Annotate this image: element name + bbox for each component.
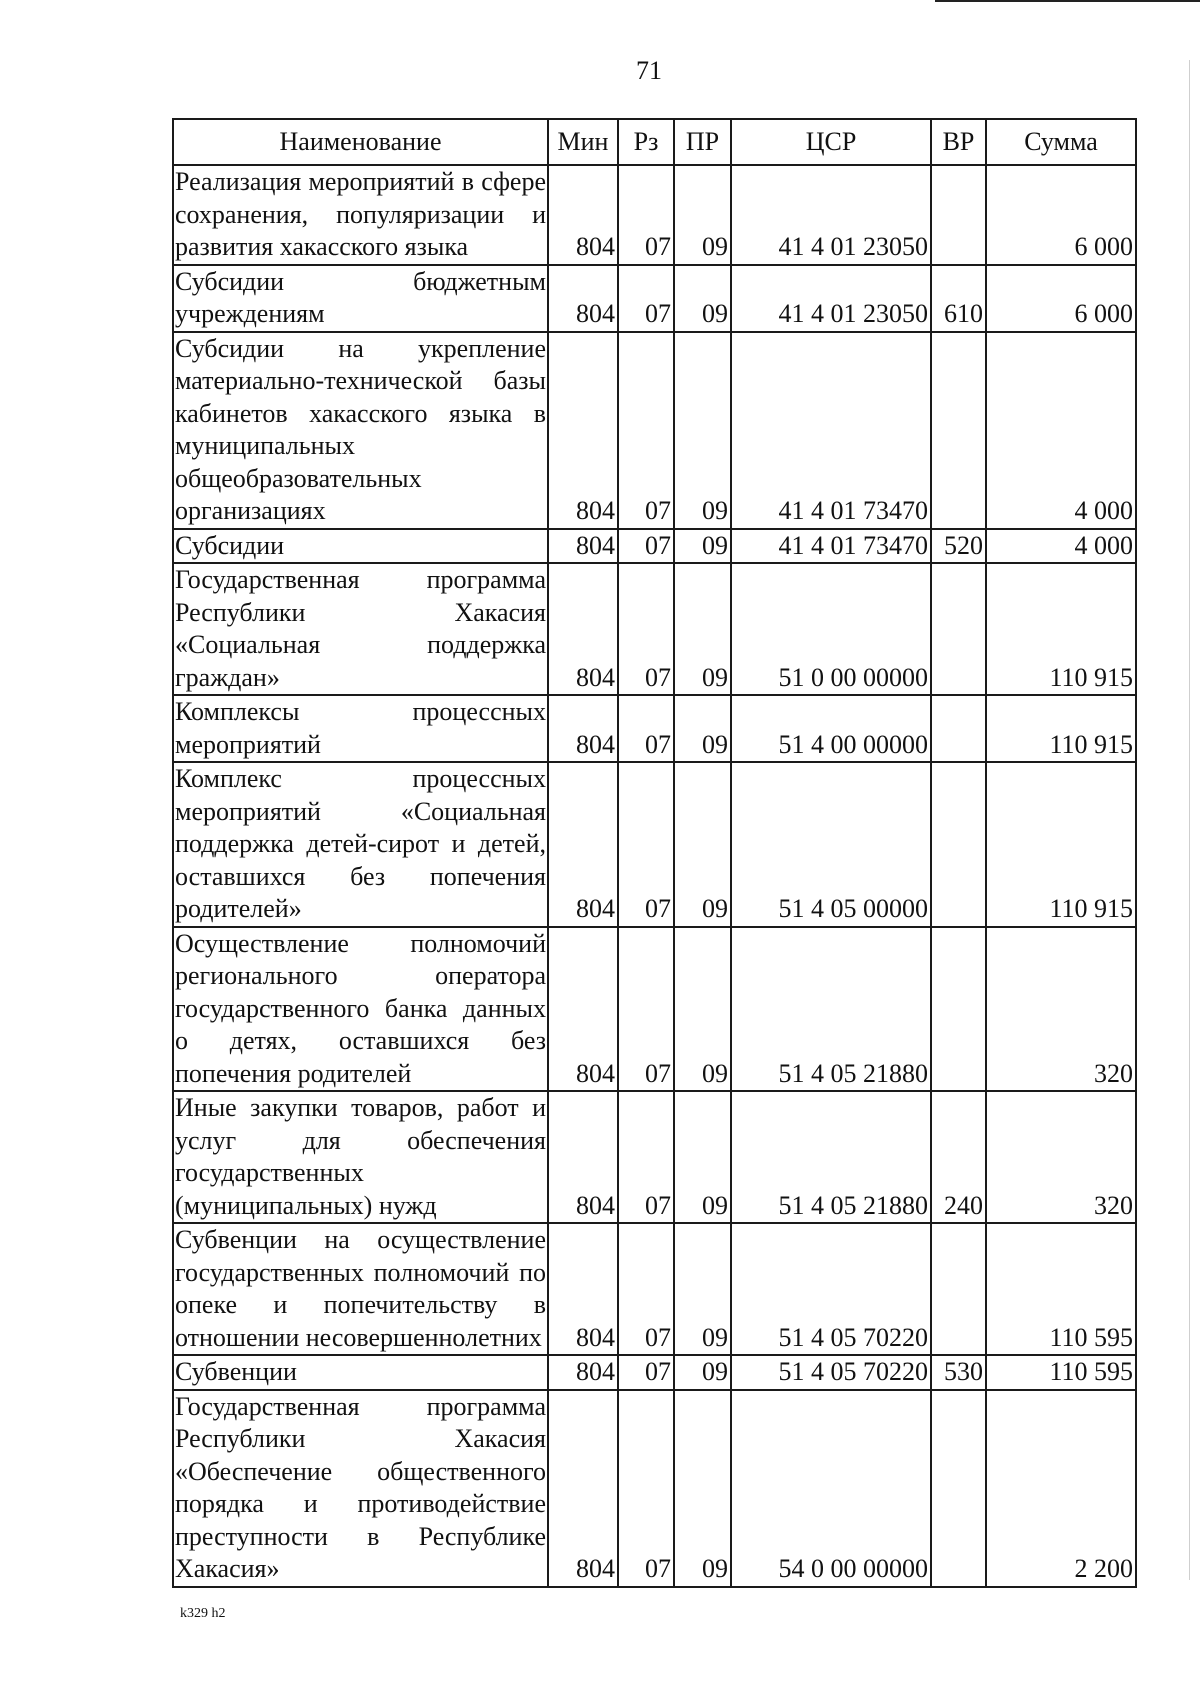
column-header-rz: Рз	[618, 119, 674, 165]
cell-name: Комплексы процессных мероприятий	[173, 695, 548, 762]
table-row	[173, 1223, 1136, 1355]
cell-vr: 520	[931, 529, 986, 564]
cell-sum: 110 915	[986, 563, 1136, 695]
cell-min: 804	[548, 265, 618, 332]
cell-vr	[931, 1223, 986, 1355]
table-row	[173, 265, 1136, 332]
cell-name: Реализация мероприятий в сфере сохранения, популяризации и развития хакасского языка	[173, 165, 548, 265]
cell-csr: 51 0 00 00000	[731, 563, 931, 695]
cell-rz: 07	[618, 1223, 674, 1355]
cell-sum: 2 200	[986, 1390, 1136, 1587]
cell-name: Субсидии на укрепление материально-технической базы кабинетов хакасского языка в муниципальных общеобразовательных организациях	[173, 332, 548, 529]
footer-code: k329 h2	[180, 1606, 226, 1621]
cell-pr: 09	[674, 332, 731, 529]
cell-pr: 09	[674, 1390, 731, 1587]
cell-min: 804	[548, 762, 618, 927]
cell-min: 804	[548, 1091, 618, 1223]
cell-vr: 240	[931, 1091, 986, 1223]
cell-csr: 51 4 00 00000	[731, 695, 931, 762]
cell-rz: 07	[618, 563, 674, 695]
cell-sum: 4 000	[986, 529, 1136, 564]
cell-sum: 110 915	[986, 695, 1136, 762]
table-row	[173, 695, 1136, 762]
cell-sum: 6 000	[986, 165, 1136, 265]
cell-vr	[931, 563, 986, 695]
cell-csr: 41 4 01 73470	[731, 332, 931, 529]
cell-min: 804	[548, 1390, 618, 1587]
cell-csr: 51 4 05 00000	[731, 762, 931, 927]
cell-vr: 530	[931, 1355, 986, 1390]
table-row	[173, 1390, 1136, 1587]
cell-min: 804	[548, 529, 618, 564]
cell-pr: 09	[674, 265, 731, 332]
cell-vr: 610	[931, 265, 986, 332]
cell-pr: 09	[674, 165, 731, 265]
table-row	[173, 1091, 1136, 1223]
cell-sum: 6 000	[986, 265, 1136, 332]
column-header-pr: ПР	[674, 119, 731, 165]
cell-min: 804	[548, 1355, 618, 1390]
cell-csr: 51 4 05 70220	[731, 1223, 931, 1355]
table-body	[173, 165, 1136, 1587]
cell-vr	[931, 695, 986, 762]
cell-sum: 320	[986, 927, 1136, 1092]
budget-table	[172, 118, 1137, 1588]
cell-vr	[931, 927, 986, 1092]
column-header-vr: ВР	[931, 119, 986, 165]
cell-pr: 09	[674, 927, 731, 1092]
cell-rz: 07	[618, 762, 674, 927]
cell-min: 804	[548, 1223, 618, 1355]
cell-pr: 09	[674, 563, 731, 695]
cell-name: Иные закупки товаров, работ и услуг для обеспечения государственных (муниципальных) нужд	[173, 1091, 548, 1223]
cell-rz: 07	[618, 165, 674, 265]
cell-pr: 09	[674, 1355, 731, 1390]
column-header-min: Мин	[548, 119, 618, 165]
cell-csr: 41 4 01 73470	[731, 529, 931, 564]
cell-rz: 07	[618, 265, 674, 332]
right-edge-rule	[1189, 60, 1190, 1580]
cell-sum: 320	[986, 1091, 1136, 1223]
table-row	[173, 563, 1136, 695]
cell-pr: 09	[674, 695, 731, 762]
cell-min: 804	[548, 695, 618, 762]
cell-min: 804	[548, 332, 618, 529]
cell-pr: 09	[674, 1223, 731, 1355]
cell-rz: 07	[618, 1091, 674, 1223]
cell-vr	[931, 1390, 986, 1587]
cell-csr: 51 4 05 21880	[731, 1091, 931, 1223]
cell-name: Осуществление полномочий регионального оператора государственного банка данных о детях, оставшихся без попечения родителей	[173, 927, 548, 1092]
cell-csr: 51 4 05 70220	[731, 1355, 931, 1390]
cell-name: Комплекс процессных мероприятий «Социальная поддержка детей-сирот и детей, оставшихся без попечения родителей»	[173, 762, 548, 927]
table-header-row	[173, 119, 1136, 165]
cell-csr: 41 4 01 23050	[731, 265, 931, 332]
table-row	[173, 762, 1136, 927]
cell-min: 804	[548, 927, 618, 1092]
top-edge-rule	[935, 0, 1200, 2]
column-header-sum: Сумма	[986, 119, 1136, 165]
column-header-name: Наименование	[173, 119, 548, 165]
cell-pr: 09	[674, 1091, 731, 1223]
table-row	[173, 927, 1136, 1092]
cell-rz: 07	[618, 1355, 674, 1390]
table-row	[173, 1355, 1136, 1390]
cell-name: Субсидии бюджетным учреждениям	[173, 265, 548, 332]
cell-name: Субвенции	[173, 1355, 548, 1390]
table-row	[173, 332, 1136, 529]
table-row	[173, 529, 1136, 564]
cell-sum: 4 000	[986, 332, 1136, 529]
cell-sum: 110 595	[986, 1223, 1136, 1355]
cell-pr: 09	[674, 529, 731, 564]
cell-vr	[931, 165, 986, 265]
cell-pr: 09	[674, 762, 731, 927]
cell-min: 804	[548, 165, 618, 265]
cell-sum: 110 595	[986, 1355, 1136, 1390]
cell-rz: 07	[618, 529, 674, 564]
cell-rz: 07	[618, 695, 674, 762]
cell-name: Государственная программа Республики Хакасия «Социальная поддержка граждан»	[173, 563, 548, 695]
cell-vr	[931, 332, 986, 529]
cell-name: Субвенции на осуществление государственных полномочий по опеке и попечительству в отношении несовершеннолетних	[173, 1223, 548, 1355]
cell-rz: 07	[618, 1390, 674, 1587]
column-header-csr: ЦСР	[731, 119, 931, 165]
page-number: 71	[636, 56, 662, 85]
cell-min: 804	[548, 563, 618, 695]
table-row	[173, 165, 1136, 265]
cell-name: Государственная программа Республики Хакасия «Обеспечение общественного порядка и противодействие преступности в Республике Хакасия»	[173, 1390, 548, 1587]
cell-csr: 51 4 05 21880	[731, 927, 931, 1092]
cell-rz: 07	[618, 927, 674, 1092]
cell-rz: 07	[618, 332, 674, 529]
cell-vr	[931, 762, 986, 927]
cell-sum: 110 915	[986, 762, 1136, 927]
cell-csr: 41 4 01 23050	[731, 165, 931, 265]
cell-name: Субсидии	[173, 529, 548, 564]
cell-csr: 54 0 00 00000	[731, 1390, 931, 1587]
